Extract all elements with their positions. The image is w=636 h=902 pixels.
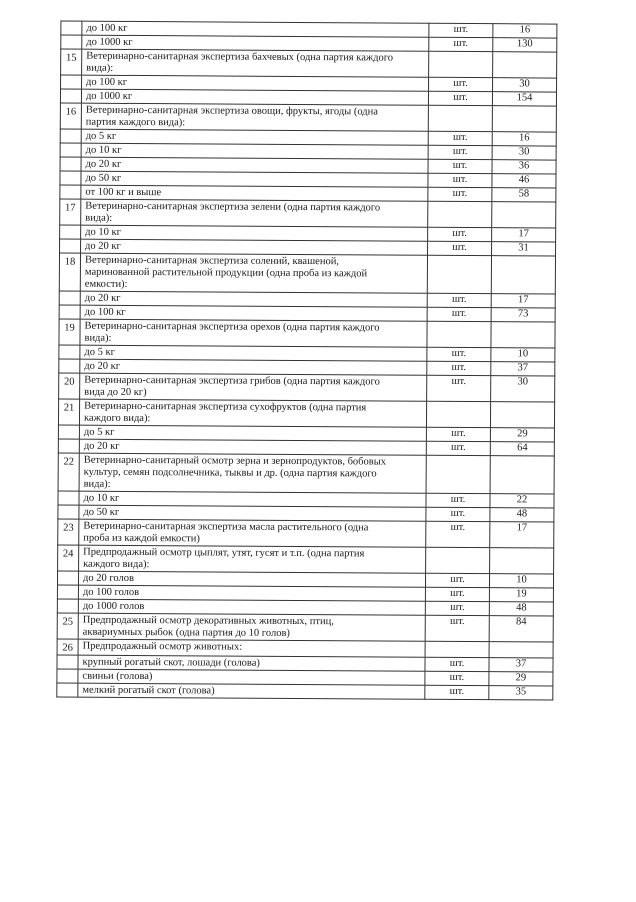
cell-value: шт.	[451, 347, 467, 360]
service-name-line: до 50 кг	[85, 172, 122, 184]
cell-value: шт.	[450, 601, 465, 614]
service-name-line: до 20 кг	[84, 292, 121, 304]
cell-value: 64	[517, 442, 528, 454]
unit-cell	[426, 427, 490, 441]
unit-cell	[426, 521, 490, 547]
row-number: 15	[61, 49, 82, 75]
price-cell	[489, 602, 553, 616]
unit-cell	[427, 293, 491, 307]
table-row	[58, 545, 554, 574]
unit-cell	[427, 375, 491, 401]
service-name-line: до 20 голов	[82, 572, 135, 584]
row-number	[57, 571, 78, 585]
price-cell	[492, 202, 556, 228]
service-name-line: до 1000 кг	[86, 36, 133, 48]
cell-value: 130	[516, 38, 533, 50]
cell-value: шт.	[453, 91, 468, 104]
cell-value: 30	[517, 376, 529, 388]
unit-cell	[429, 51, 493, 77]
cell-value: 30	[519, 78, 530, 90]
price-cell	[490, 456, 554, 494]
cell-value: шт.	[452, 173, 468, 186]
cell-value: шт.	[450, 587, 465, 600]
price-cell	[491, 362, 555, 376]
price-cell	[489, 616, 553, 642]
cell-value: 16	[518, 132, 530, 144]
cell-value: шт.	[451, 293, 467, 306]
unit-cell	[426, 547, 490, 573]
cell-value: 10	[516, 574, 527, 586]
service-name-line: до 100 кг	[86, 22, 128, 34]
price-cell	[492, 160, 556, 174]
row-number: 23	[58, 519, 79, 545]
cell-value: 29	[515, 672, 527, 684]
unit-cell	[429, 23, 493, 37]
table-row	[59, 253, 555, 294]
row-number: 25	[57, 613, 78, 639]
price-cell	[489, 658, 553, 672]
service-name-line: мелкий рогатый скот (голова)	[82, 684, 215, 697]
cell-value: 35	[515, 686, 527, 698]
service-name-line: культур, семян подсолнечника, тыквы и др. (одна партия каждого	[83, 466, 377, 480]
service-name-line: маринованной растительной продукции (одна проба из каждой	[84, 266, 368, 280]
table-row	[58, 453, 554, 494]
row-number	[59, 359, 80, 373]
cell-value: шт.	[451, 441, 466, 454]
unit-cell	[426, 493, 490, 507]
service-name	[81, 143, 428, 159]
service-name	[79, 399, 426, 427]
unit-cell	[425, 685, 489, 699]
row-number	[57, 655, 78, 669]
service-name	[81, 239, 428, 255]
unit-cell	[428, 241, 492, 255]
service-name	[78, 669, 425, 685]
cell-value: шт.	[451, 427, 466, 440]
price-cell	[492, 146, 556, 160]
unit-cell	[428, 187, 492, 201]
service-name	[81, 89, 428, 105]
unit-cell	[428, 159, 492, 173]
service-name-line: от 100 кг и выше	[85, 186, 162, 199]
row-number: 17	[60, 199, 81, 225]
service-name-line: каждого вида):	[83, 558, 150, 571]
service-name-line: до 10 кг	[85, 144, 122, 156]
service-name	[80, 253, 427, 293]
service-name	[79, 453, 426, 493]
cell-value: шт.	[450, 493, 466, 506]
cell-value: 36	[518, 160, 530, 172]
price-cell	[490, 522, 554, 548]
unit-cell	[425, 615, 489, 641]
service-name	[80, 359, 427, 375]
service-name-line: до 5 кг	[84, 346, 115, 358]
row-number	[60, 143, 81, 157]
service-name	[79, 491, 426, 507]
cell-value: шт.	[450, 521, 466, 534]
cell-value: 37	[515, 658, 527, 670]
row-number	[59, 345, 80, 359]
price-cell	[489, 574, 553, 588]
service-name-line: до 20 кг	[84, 360, 121, 372]
service-name	[81, 103, 428, 131]
price-cell	[489, 642, 553, 658]
row-number	[60, 129, 81, 143]
unit-cell	[425, 601, 489, 615]
unit-cell	[427, 307, 491, 321]
price-table	[56, 21, 557, 701]
cell-value: 154	[516, 92, 533, 104]
unit-cell	[427, 361, 491, 375]
cell-value: 73	[517, 308, 529, 320]
row-number	[61, 21, 82, 35]
cell-value: 17	[517, 294, 529, 306]
service-name-line: до 50 кг	[83, 506, 120, 518]
cell-value: 84	[515, 616, 527, 628]
cell-value: шт.	[449, 615, 465, 628]
unit-cell	[426, 441, 490, 455]
service-name-line: свиньи (голова)	[82, 670, 153, 683]
unit-cell	[428, 105, 492, 131]
service-name	[82, 75, 429, 91]
row-number	[57, 683, 78, 697]
service-name-line: Ветеринарно-санитарная экспертиза бахчевых (одна партия каждого	[86, 50, 394, 64]
cell-value: 46	[518, 174, 530, 186]
service-name	[79, 519, 426, 547]
row-number	[57, 599, 78, 613]
price-cell	[490, 402, 554, 428]
cell-value: шт.	[453, 77, 468, 90]
unit-cell	[429, 37, 493, 51]
price-cell	[492, 106, 556, 132]
service-name	[79, 505, 426, 521]
cell-value: шт.	[451, 375, 467, 388]
service-name-line: до 10 кг	[83, 492, 120, 504]
cell-value: 29	[517, 428, 528, 440]
price-cell	[491, 322, 555, 348]
service-name	[81, 199, 428, 227]
cell-value: шт.	[452, 241, 467, 254]
table-row	[57, 613, 553, 642]
service-name-line: крупный рогатый скот, лошади (голова)	[82, 656, 260, 669]
row-number	[61, 75, 82, 89]
service-name-line: Ветеринарно-санитарная экспертиза масла растительного (одна	[83, 520, 369, 534]
cell-value: шт.	[453, 23, 469, 36]
row-number	[61, 35, 82, 49]
service-name-line: Ветеринарно-санитарная экспертиза зелени (одна партия каждого	[85, 200, 381, 214]
cell-value: 17	[516, 522, 528, 534]
unit-cell	[427, 347, 491, 361]
row-number	[60, 225, 81, 239]
price-table-body	[57, 21, 557, 700]
price-cell	[490, 494, 554, 508]
service-name	[80, 319, 427, 347]
service-name	[81, 185, 428, 201]
price-cell	[493, 78, 557, 92]
service-name-line: до 20 кг	[85, 158, 122, 170]
table-row	[59, 373, 555, 402]
table-row	[60, 199, 556, 228]
service-name-line: емкости):	[84, 278, 128, 290]
price-cell	[492, 242, 556, 256]
price-cell	[491, 308, 555, 322]
row-number	[60, 185, 81, 199]
cell-value: 37	[517, 362, 529, 374]
service-name	[78, 683, 425, 699]
service-name-line: вида):	[85, 212, 113, 224]
cell-value: шт.	[452, 187, 468, 200]
row-number	[58, 425, 79, 439]
cell-value: шт.	[450, 507, 466, 520]
service-name-line: Ветеринарно-санитарная экспертиза солений, квашеной,	[84, 254, 339, 268]
service-name-line: до 5 кг	[85, 130, 117, 142]
service-name-line: вида до 20 кг)	[84, 386, 147, 399]
table-row	[58, 519, 554, 548]
unit-cell	[428, 227, 492, 241]
service-name-line: до 100 кг	[84, 306, 126, 318]
row-number	[59, 291, 80, 305]
table-row	[58, 399, 554, 428]
cell-value: шт.	[452, 227, 467, 240]
cell-value: шт.	[449, 657, 465, 670]
service-name-line: до 20 кг	[83, 440, 120, 452]
cell-value: 48	[516, 602, 527, 614]
cell-value: 58	[518, 188, 530, 200]
service-name	[81, 129, 428, 145]
unit-cell	[428, 201, 492, 227]
price-cell	[490, 442, 554, 456]
price-cell	[489, 672, 553, 686]
price-cell	[489, 686, 553, 700]
service-name-line: до 1000 кг	[85, 90, 133, 102]
service-name	[78, 613, 425, 641]
unit-cell	[425, 671, 489, 685]
cell-value: 10	[517, 348, 529, 360]
unit-cell	[428, 91, 492, 105]
service-name	[81, 225, 428, 241]
service-name-line: до 1000 голов	[82, 600, 145, 613]
unit-cell	[426, 455, 490, 493]
price-cell	[490, 508, 554, 522]
price-cell	[490, 548, 554, 574]
service-name	[78, 655, 425, 671]
row-number: 21	[58, 399, 79, 425]
row-number: 18	[59, 253, 80, 291]
cell-value: 16	[519, 24, 531, 36]
service-name	[78, 599, 425, 615]
price-cell	[491, 294, 555, 308]
row-number	[60, 239, 81, 253]
cell-value: 48	[516, 508, 528, 520]
service-name	[80, 373, 427, 401]
service-name	[79, 425, 426, 441]
cell-value: 17	[518, 228, 529, 240]
table-row	[60, 103, 556, 132]
unit-cell	[427, 321, 491, 347]
cell-value: шт.	[452, 131, 468, 144]
price-cell	[490, 428, 554, 442]
unit-cell	[428, 145, 492, 159]
price-cell	[491, 348, 555, 362]
service-name-line: Ветеринарно-санитарный осмотр зерна и зернопродуктов, бобовых	[83, 454, 387, 468]
service-name	[82, 21, 429, 37]
cell-value: 30	[518, 146, 530, 158]
service-name	[81, 171, 428, 187]
service-name-line: партия каждого вида):	[85, 116, 186, 129]
cell-value: шт.	[449, 685, 465, 698]
row-number: 24	[58, 545, 79, 571]
service-name-line: проба из каждой емкости)	[83, 532, 200, 545]
cell-value: 19	[516, 588, 527, 600]
row-number	[58, 439, 79, 453]
price-cell	[491, 376, 555, 402]
price-cell	[493, 38, 557, 52]
unit-cell	[425, 573, 489, 587]
price-cell	[491, 256, 555, 294]
cell-value: шт.	[453, 37, 469, 50]
row-number	[60, 171, 81, 185]
service-name-line: Предпродажный осмотр животных:	[82, 640, 243, 653]
row-number: 20	[59, 373, 80, 399]
unit-cell	[425, 657, 489, 671]
service-name-line: до 100 кг	[86, 76, 128, 88]
service-name-line: Ветеринарно-санитарная экспертиза сухофруктов (одна партия	[84, 400, 367, 414]
row-number: 26	[57, 639, 78, 655]
table-row	[57, 683, 553, 700]
service-name-line: аквариумных рыбок (одна партия до 10 голов)	[82, 626, 290, 639]
service-name	[78, 585, 425, 601]
service-name-line: вида):	[83, 478, 111, 490]
row-number: 22	[58, 453, 79, 491]
row-number	[58, 491, 79, 505]
cell-value: 22	[516, 494, 528, 506]
service-name-line: до 100 голов	[82, 586, 140, 599]
unit-cell	[428, 173, 492, 187]
row-number	[60, 89, 81, 103]
service-name-line: Ветеринарно-санитарная экспертиза овощи, фрукты, ягоды (одна	[85, 104, 378, 118]
service-name	[82, 49, 429, 77]
service-name-line: каждого вида):	[83, 412, 151, 425]
price-cell	[492, 92, 556, 106]
cell-value: шт.	[452, 145, 468, 158]
price-cell	[492, 188, 556, 202]
unit-cell	[429, 77, 493, 91]
row-number	[60, 157, 81, 171]
service-name	[79, 439, 426, 455]
row-number: 19	[59, 319, 80, 345]
service-name-line: Ветеринарно-санитарная экспертиза орехов (одна партия каждого	[84, 320, 380, 334]
service-name-line: до 5 кг	[83, 426, 115, 438]
service-name	[80, 291, 427, 307]
service-name-line: до 20 кг	[85, 240, 121, 252]
service-name-line: Ветеринарно-санитарная экспертиза грибов (одна партия каждого	[84, 374, 380, 388]
row-number	[58, 505, 79, 519]
price-cell	[493, 24, 557, 38]
unit-cell	[428, 131, 492, 145]
service-name	[79, 545, 426, 573]
cell-value: 31	[518, 242, 529, 254]
cell-value: шт.	[452, 159, 468, 172]
cell-value: шт.	[451, 361, 467, 374]
service-name	[78, 571, 425, 587]
table-row	[59, 319, 555, 348]
price-cell	[492, 174, 556, 188]
price-cell	[493, 52, 557, 78]
price-cell	[492, 228, 556, 242]
service-name-line: до 10 кг	[85, 226, 121, 238]
unit-cell	[427, 255, 491, 293]
price-cell	[489, 588, 553, 602]
cell-value: шт.	[451, 307, 467, 320]
service-name	[82, 35, 429, 51]
unit-cell	[426, 401, 490, 427]
row-number	[57, 585, 78, 599]
table-row	[61, 49, 557, 78]
row-number	[59, 305, 80, 319]
unit-cell	[425, 587, 489, 601]
row-number	[57, 669, 78, 683]
row-number: 16	[60, 103, 81, 129]
cell-value: шт.	[449, 671, 465, 684]
service-name-line: Предпродажный осмотр декоративных животных, птиц,	[82, 614, 334, 628]
unit-cell	[425, 641, 489, 657]
unit-cell	[426, 507, 490, 521]
price-cell	[492, 132, 556, 146]
service-name-line: вида):	[84, 332, 112, 344]
service-name	[80, 345, 427, 361]
service-name	[81, 157, 428, 173]
service-name	[80, 305, 427, 321]
cell-value: шт.	[450, 573, 465, 586]
service-name-line: Предпродажный осмотр цыплят, утят, гусят и т.п. (одна партия	[83, 546, 365, 560]
service-name-line: вида):	[86, 62, 114, 74]
